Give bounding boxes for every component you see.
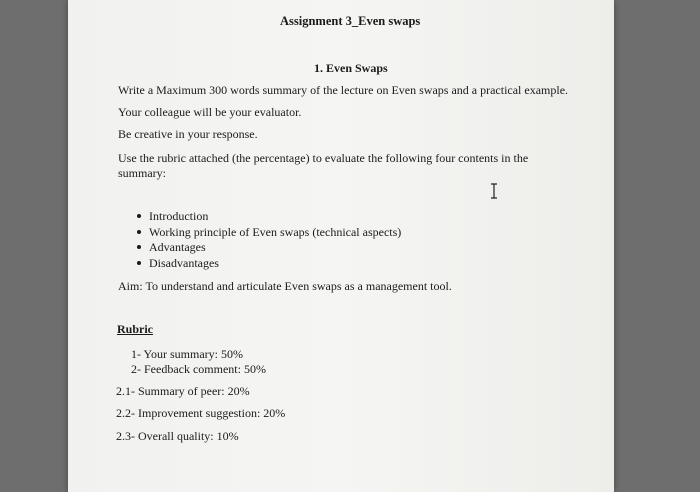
bullet-dot (137, 230, 141, 234)
rubric-subitem: 2.1- Summary of peer: 20% (116, 384, 250, 398)
paragraph-instructions: Write a Maximum 300 words summary of the lecture on Even swaps and a practical example. (118, 83, 569, 97)
list-item: Working principle of Even swaps (technical aspects) (149, 225, 402, 239)
rubric-item: 1- Your summary: 50% (131, 347, 244, 361)
rubric-item: 2- Feedback comment: 50% (131, 362, 266, 376)
document-title: Assignment 3_Even swaps (280, 14, 421, 28)
paragraph-evaluator: Your colleague will be your evaluator. (118, 105, 302, 119)
bullet-dot (137, 261, 141, 265)
list-item: Disadvantages (149, 256, 219, 270)
list-item: Advantages (149, 240, 206, 254)
rubric-heading: Rubric (117, 322, 153, 336)
list-item: Introduction (149, 209, 209, 223)
paragraph-rubric-use: Use the rubric attached (the percentage) to evaluate the following four contents in the (118, 151, 529, 165)
paragraph-creative: Be creative in your response. (118, 127, 258, 141)
section-heading: 1. Even Swaps (314, 61, 388, 75)
bullet-dot (137, 245, 141, 249)
aim-statement: Aim: To understand and articulate Even swaps as a management tool. (118, 279, 452, 293)
rubric-subitem: 2.2- Improvement suggestion: 20% (116, 406, 286, 420)
bullet-dot (137, 214, 141, 218)
document-page (68, 0, 614, 492)
text-cursor-icon (489, 183, 499, 199)
paragraph-summary-label: summary: (118, 166, 166, 180)
rubric-subitem: 2.3- Overall quality: 10% (116, 429, 239, 443)
